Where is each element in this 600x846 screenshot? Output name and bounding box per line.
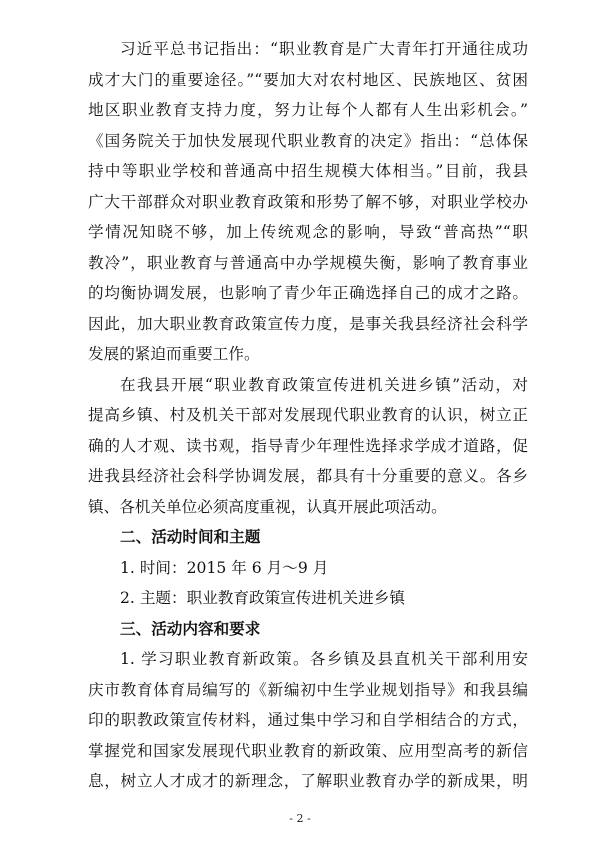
text-line: 提高乡镇、村及机关干部对发展现代职业教育的认识，树立正: [88, 406, 528, 424]
section-heading: 三、活动内容和要求: [120, 619, 261, 638]
body-text: [88, 34, 528, 797]
text-line: 1. 学习职业教育新政策。各乡镇及县直机关干部利用安: [120, 650, 528, 668]
text-line: 发展的紧迫而重要工作。: [88, 345, 260, 363]
text-line: 2. 主题：职业教育政策宣传进机关进乡镇: [120, 589, 405, 607]
text-line: 持中等职业学校和普通高中招生规模大体相当。”目前，我县: [88, 162, 528, 180]
text-line: 进我县经济社会科学协调发展，都具有十分重要的意义。各乡: [88, 467, 528, 485]
text-line: 教冷”，职业教育与普通高中办学规模失衡，影响了教育事业: [88, 253, 528, 272]
text-line: 息，树立人才成才的新理念，了解职业教育办学的新成果，明: [88, 772, 528, 790]
text-line: 成才大门的重要途径。”“要加大对农村地区、民族地区、贫困: [88, 70, 528, 89]
text-line: 习近平总书记指出：“职业教育是广大青年打开通往成功: [120, 40, 528, 58]
text-line: 因此，加大职业教育政策宣传力度，是事关我县经济社会科学: [88, 314, 528, 333]
text-line: 确的人才观、读书观，指导青少年理性选择求学成才道路，促: [88, 436, 528, 455]
text-line: 《国务院关于加快发展现代职业教育的决定》指出：“总体保: [88, 131, 528, 150]
text-line: 学情况知晓不够，加上传统观念的影响，导致“普高热”“职: [88, 223, 528, 241]
text-line: 的均衡协调发展，也影响了青少年正确选择自己的成才之路。: [88, 284, 528, 302]
section-heading: 二、活动时间和主题: [120, 528, 261, 546]
text-line: 1. 时间：2015 年 6 月～9 月: [120, 558, 329, 577]
text-line: 庆市教育体育局编写的《新编初中生学业规划指导》和我县编: [88, 680, 528, 699]
text-line: 掌握党和国家发展现代职业教育的新政策、应用型高考的新信: [88, 741, 528, 760]
text-line: 在我县开展“职业教育政策宣传进机关进乡镇”活动，对: [120, 375, 528, 394]
page-number: - 2 -: [289, 812, 311, 825]
text-line: 地区职业教育支持力度，努力让每个人都有人生出彩机会。”: [88, 101, 528, 119]
text-line: 镇、各机关单位必须高度重视，认真开展此项活动。: [88, 497, 447, 516]
text-line: 印的职教政策宣传材料，通过集中学习和自学相结合的方式，: [88, 711, 528, 729]
text-line: 广大干部群众对职业教育政策和形势了解不够，对职业学校办: [88, 192, 528, 211]
